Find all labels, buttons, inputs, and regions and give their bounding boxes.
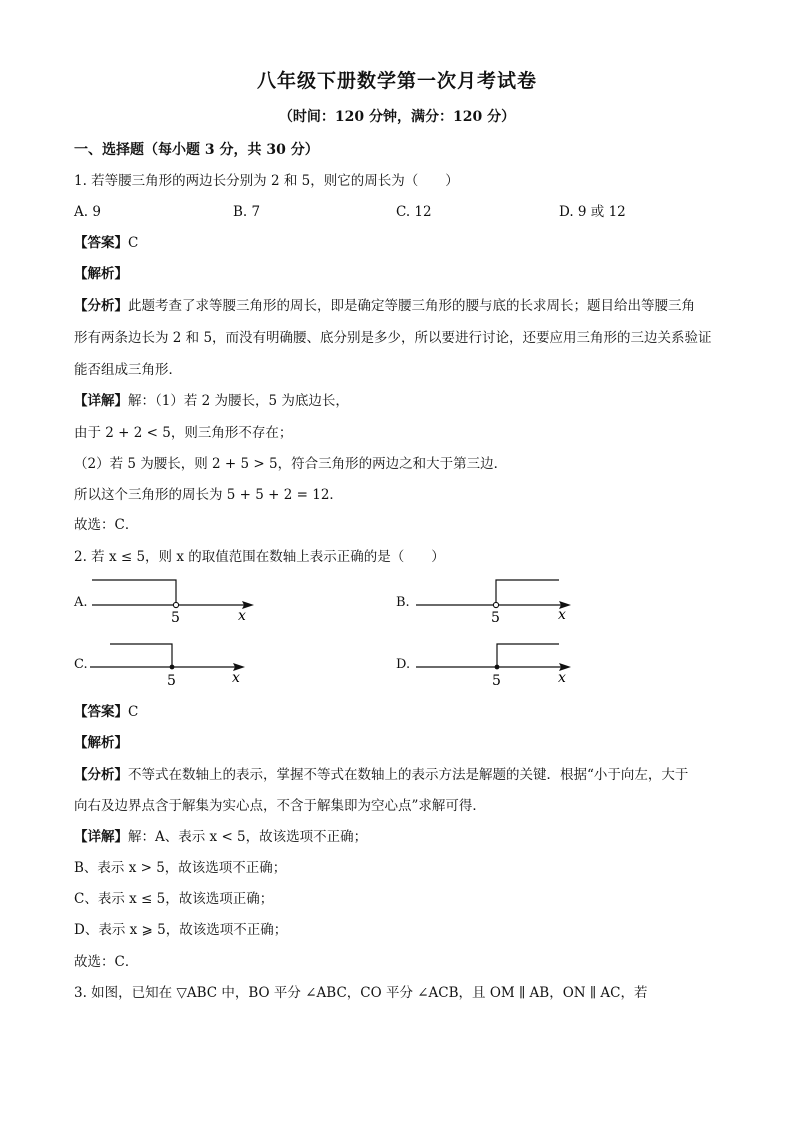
number-line-b xyxy=(416,576,586,626)
q1-detail-line-5: 故选：C． xyxy=(74,517,139,533)
q2-detail-line-4: D、表示 x ⩾ 5，故该选项不正确； xyxy=(74,922,288,938)
axis-var-label: x xyxy=(232,670,240,686)
axis-var-label: x xyxy=(558,670,566,686)
q2-option-a-label: A. xyxy=(74,595,88,610)
answer-tag: 【答案】 xyxy=(74,235,128,251)
detail-tag: 【详解】 xyxy=(74,393,128,409)
tick-label-5: 5 xyxy=(171,610,180,626)
q2-analysis-tag: 【解析】 xyxy=(74,735,128,751)
q1-analysis-tag: 【解析】 xyxy=(74,266,128,282)
q2-answer xyxy=(74,703,138,721)
q1-detail-line-4: 所以这个三角形的周长为 5 + 5 + 2 = 12． xyxy=(74,487,343,503)
tick-label-5: 5 xyxy=(491,610,500,626)
fenxi-tag: 【分析】 xyxy=(74,298,128,314)
q1-option-d: D. 9 或 12 xyxy=(559,204,626,220)
detail-tag: 【详解】 xyxy=(74,829,128,845)
q2-option-c-label: C. xyxy=(74,657,88,672)
q2-detail-line-2: B、表示 x > 5，故该选项不正确； xyxy=(74,860,287,876)
tick-label-5: 5 xyxy=(167,673,176,689)
section-heading: 一、选择题（每小题 3 分，共 30 分） xyxy=(74,142,319,158)
answer-value: C xyxy=(128,235,139,251)
q2-option-d-label: D. xyxy=(396,657,411,672)
tick-label-5: 5 xyxy=(492,673,501,689)
q1-stem: 1. 若等腰三角形的两边长分别为 2 和 5，则它的周长为（ ） xyxy=(74,173,459,189)
q2-fenxi-line-1 xyxy=(74,766,688,784)
axis-var-label: x xyxy=(238,608,246,624)
q2-detail-line-1 xyxy=(74,828,367,846)
q2-stem: 2. 若 x ≤ 5，则 x 的取值范围在数轴上表示正确的是（ ） xyxy=(74,549,445,565)
open-point xyxy=(493,602,498,607)
q1-answer xyxy=(74,234,138,252)
fenxi-text: 不等式在数轴上的表示，掌握不等式在数轴上的表示方法是解题的关键．根据“小于向左，大于 xyxy=(128,767,689,783)
q1-option-a: A. 9 xyxy=(74,204,101,220)
range-bracket xyxy=(497,644,559,667)
q1-fenxi-line-3: 能否组成三角形． xyxy=(74,362,182,378)
fenxi-text: 此题考查了求等腰三角形的周长，即是确定等腰三角形的腰与底的长求周长；题目给出等腰三角 xyxy=(128,298,695,314)
open-point xyxy=(173,602,178,607)
q2-fenxi-line-2: 向右及边界点含于解集为实心点，不含于解集即为空心点”求解可得． xyxy=(74,798,486,814)
q1-fenxi-line-2: 形有两条边长为 2 和 5，而没有明确腰、底分别是多少，所以要进行讨论，还要应用三角形的三边关系验证 xyxy=(74,330,712,346)
detail-text: 解：（1）若 2 为腰长，5 为底边长， xyxy=(128,393,349,409)
axis-var-label: x xyxy=(558,607,566,623)
range-bracket xyxy=(110,644,172,667)
page-title: 八年级下册数学第一次月考试卷 xyxy=(256,70,537,92)
fenxi-tag: 【分析】 xyxy=(74,767,128,783)
q1-detail-line-2: 由于 2 + 2 < 5，则三角形不存在； xyxy=(74,425,293,441)
q1-detail-line-3: （2）若 5 为腰长，则 2 + 5 > 5，符合三角形的两边之和大于第三边． xyxy=(74,456,508,472)
range-bracket xyxy=(92,580,176,605)
q2-option-b-label: B. xyxy=(396,595,410,610)
q3-stem: 3. 如图，已知在 ▽ABC 中，BO 平分 ∠ABC，CO 平分 ∠ACB，且 OM ∥ AB，ON ∥ AC，若 xyxy=(74,985,648,1001)
solid-point xyxy=(495,665,500,670)
q1-option-b: B. 7 xyxy=(233,204,261,220)
answer-tag: 【答案】 xyxy=(74,704,128,720)
number-line-d xyxy=(416,640,586,690)
number-line-c xyxy=(90,640,260,690)
q1-detail-line-1 xyxy=(74,392,349,410)
q2-detail-line-3: C、表示 x ≤ 5，故该选项正确； xyxy=(74,891,274,907)
solid-point xyxy=(170,665,175,670)
q1-fenxi-line-1 xyxy=(74,297,695,315)
q2-detail-line-5: 故选：C． xyxy=(74,954,139,970)
answer-value: C xyxy=(128,704,139,720)
q1-option-c: C. 12 xyxy=(396,204,432,220)
detail-text: 解：A、表示 x < 5，故该选项不正确； xyxy=(128,829,368,845)
exam-subtitle: （时间：120 分钟，满分：120 分） xyxy=(278,109,516,125)
number-line-a xyxy=(92,576,262,626)
range-bracket xyxy=(496,580,559,605)
